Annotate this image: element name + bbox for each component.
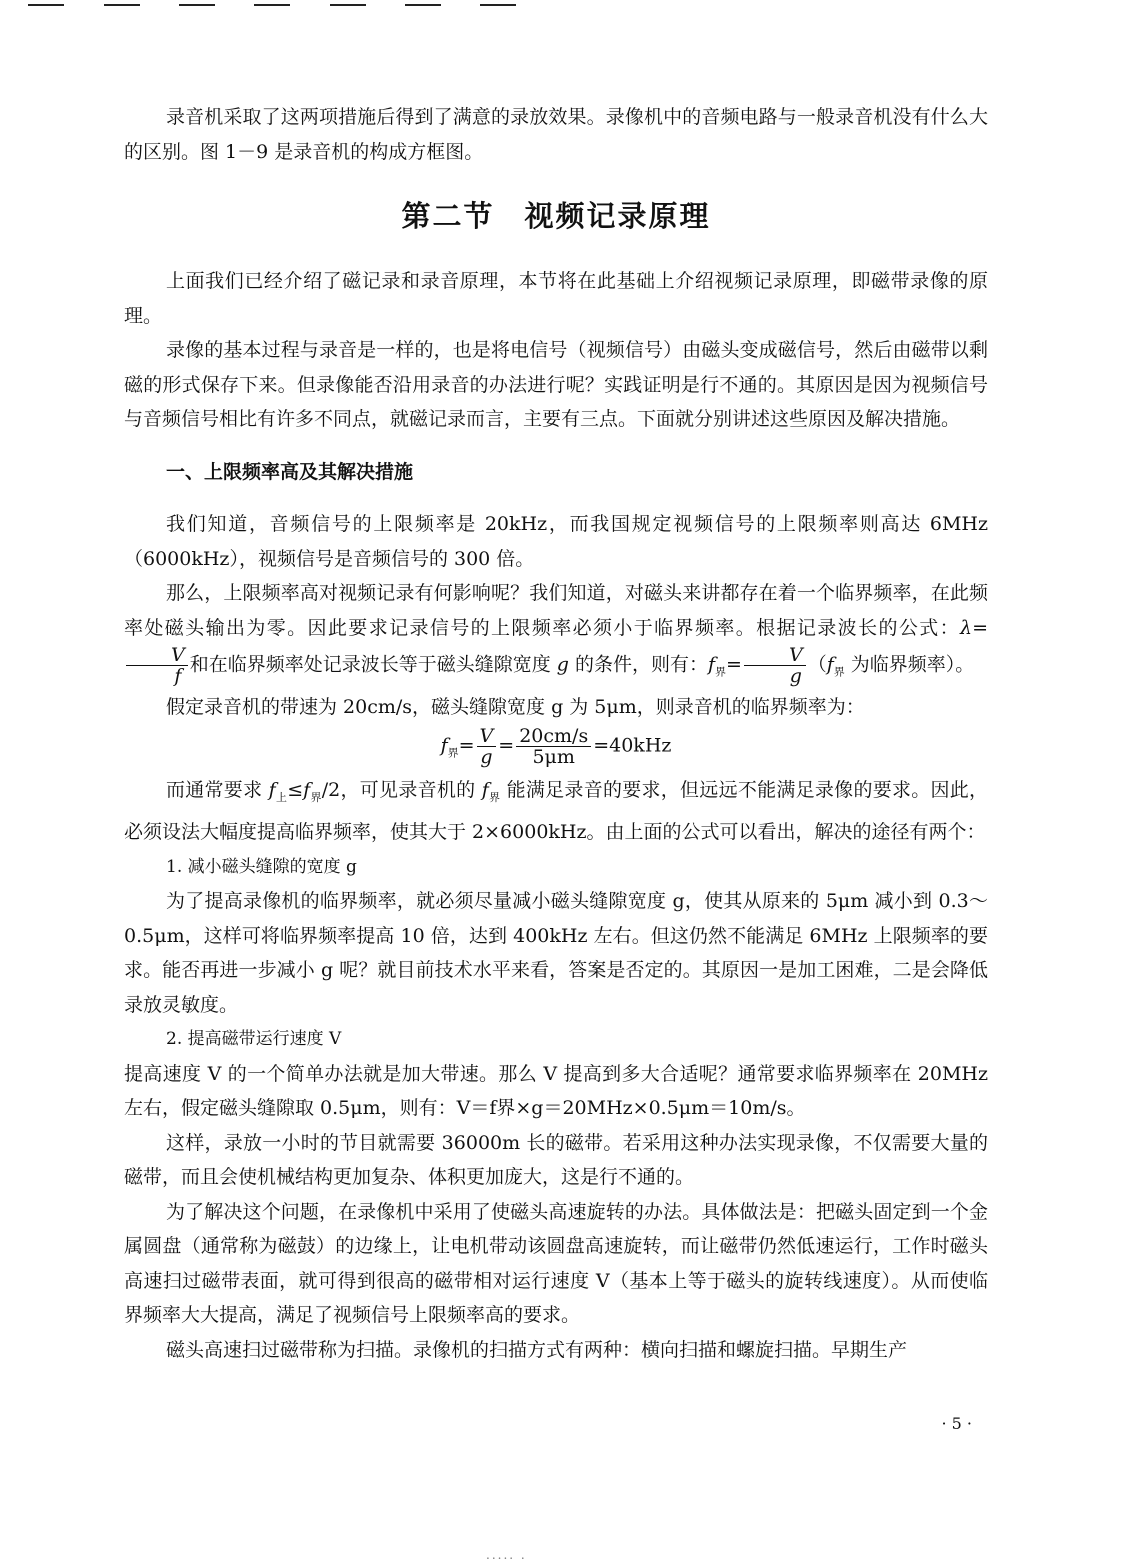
frequency-paragraph: 我们知道，音频信号的上限频率是 20kHz，而我国规定视频信号的上限频率则高达 6MHz（6000kHz），视频信号是音频信号的 300 倍。 [124, 513, 988, 570]
formula-fraction: $\frac{V}{g}$ [744, 645, 806, 686]
page-number: · 5 · [941, 1414, 972, 1433]
requirement-paragraph: 而通常要求 $f_上\le f_界/2$，可见录音机的 $f_界$ 能满足录音的要求，但远远不能满足录像的要求。因此，必须设法大幅度提高临界频率，使其大于 2×6000kHz。由上面的公式可以看出，解决的途径有两个： [124, 779, 989, 844]
formula-fraction: $\frac{20cm/s}{5\mu m}$ [516, 726, 591, 767]
chapter-number: 第二节 [401, 199, 495, 233]
basic-process-paragraph: 录像的基本过程与录音是一样的，也是将电信号（视频信号）由磁头变成磁信号，然后由磁带以剩磁的形式保存下来。但录像能否沿用录音的办法进行呢？实践证明是行不通的。其原因是因为视频信号与音频信号相比有许多不同点，就磁记录而言，主要有三点。下面就分别讲述这些原因及解决措施。 [124, 339, 988, 430]
tape-length-paragraph: 这样，录放一小时的节目就需要 36000m 长的磁带。若采用这种办法实现录像，不仅需要大量的磁带，而且会使机械结构更加复杂、体积更加庞大，这是行不通的。 [124, 1131, 988, 1189]
formula-fraction: $\frac{V}{f}$ [126, 645, 188, 686]
overview-paragraph: 上面我们已经介绍了磁记录和录音原理，本节将在此基础上介绍视频记录原理，即磁带录像的原理。 [124, 270, 988, 327]
scan-artifact: ..... . [486, 1548, 527, 1562]
subheading-increase-speed: 2. 提高磁带运行速度 V [166, 1029, 342, 1050]
intro-paragraph: 录音机采取了这两项措施后得到了满意的录放效果。录像机中的音频电路与一般录音机没有什么大的区别。图 1－9 是录音机的构成方框图。 [124, 106, 988, 163]
rotating-head-paragraph: 为了解决这个问题，在录像机中采用了使磁头高速旋转的办法。具体做法是：把磁头固定到一个金属圆盘（通常称为磁鼓）的边缘上，让电机带动该圆盘高速旋转，而让磁带仍然低速运行，工作时磁头高速扫过磁带表面，就可得到很高的磁带相对运行速度 V（基本上等于磁头的旋转线速度）。从而使临界频率大大提高，满足了视频信号上限频率高的要求。 [124, 1200, 988, 1327]
influence-paragraph: 那么，上限频率高对视频记录有何影响呢？我们知道，对磁头来讲都存在着一个临界频率，在此频率处磁头输出为零。因此要求记录信号的上限频率必须小于临界频率。根据记录波长的公式：λ= $\frac{V}{f}$ 和在临界频率处记录波长等于磁头缝隙宽度 g 的条件，则有：$f_界=$ $\frac{V}{g}$ （$f_界$ 为临界频率）。 [124, 582, 988, 687]
increase-speed-paragraph: 提高速度 V 的一个简单办法就是加大带速。那么 V 提高到多大合适呢？通常要求临界频率在 20MHz 左右，假定磁头缝隙取 0.5μm，则有：V＝f界×g＝20MHz×0.5μm＝10m/s。 [124, 1062, 988, 1120]
chapter-title [124, 196, 988, 236]
page-body [124, 100, 988, 1367]
scanning-paragraph: 磁头高速扫过磁带称为扫描。录像机的扫描方式有两种：横向扫描和螺旋扫描。早期生产 [166, 1338, 908, 1361]
assumption-paragraph: 假定录音机的带速为 20cm/s，磁头缝隙宽度 g 为 5μm，则录音机的临界频率为： [166, 695, 865, 718]
chapter-name: 视频记录原理 [524, 199, 711, 233]
section-heading: 一、上限频率高及其解决措施 [166, 460, 414, 483]
subheading-reduce-gap: 1. 减小磁头缝隙的宽度 g [166, 856, 357, 877]
reduce-gap-paragraph: 为了提高录像机的临界频率，就必须尽量减小磁头缝隙宽度 g，使其从原来的 5μm 减小到 0.3～0.5μm，这样可将临界频率提高 10 倍，达到 400kHz 左右。但这仍然不能满足 6MHz 上限频率的要求。能否再进一步减小 g 呢？就目前技术水平来看，答案是否定的。其原因一是加工困难，二是会降低录放灵敏度。 [124, 890, 988, 1016]
scan-edge-marks [0, 0, 1122, 10]
critical-frequency-formula: $f_界=$ $\frac{V}{g}$ = $\frac{20cm/s}{5\mu m}$ =40kHz [440, 725, 672, 769]
formula-fraction: $\frac{V}{g}$ [477, 726, 497, 767]
